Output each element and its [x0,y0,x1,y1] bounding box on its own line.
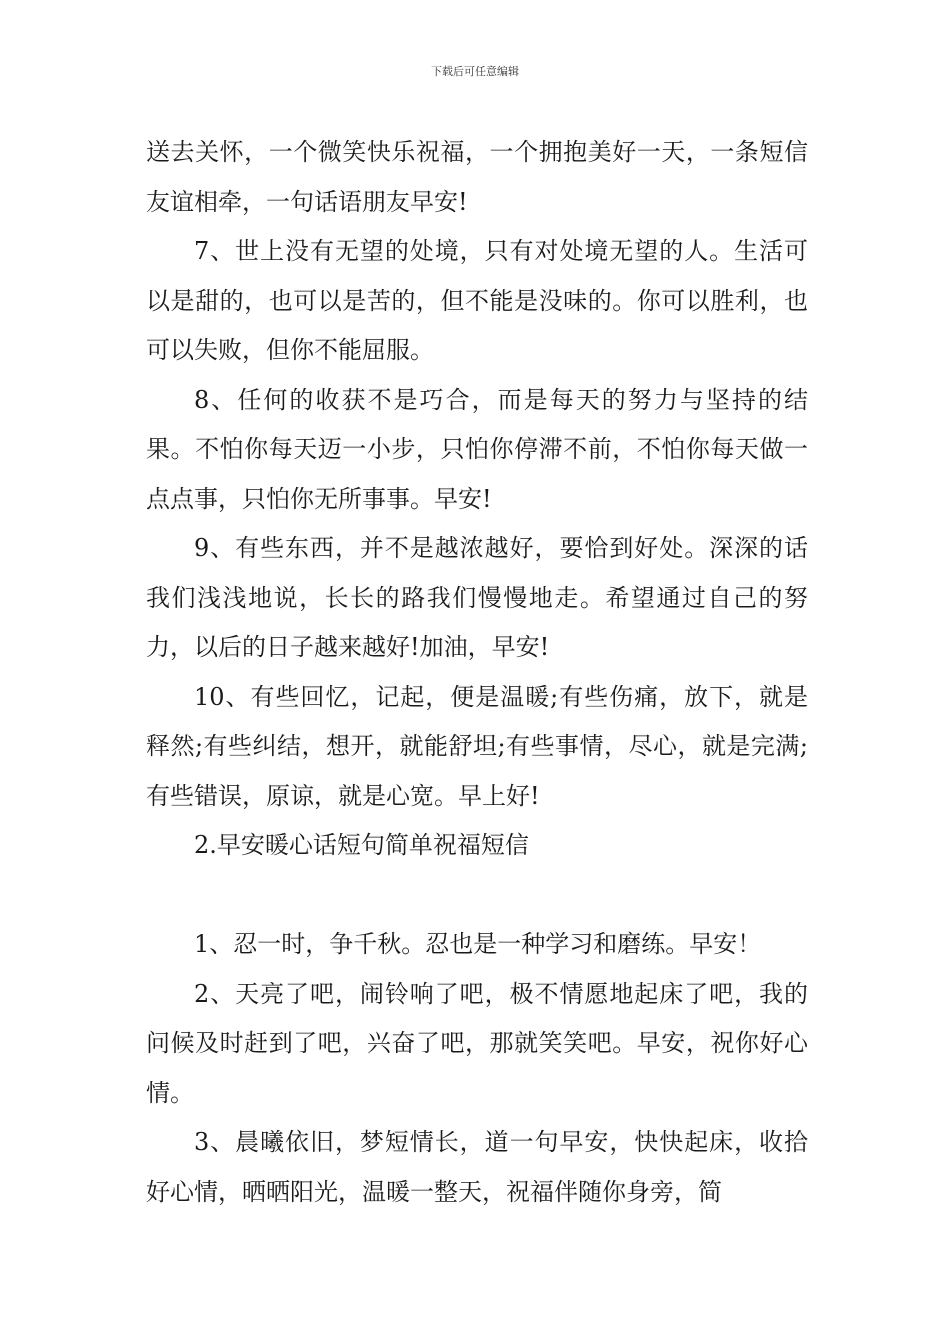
paragraph-item-2: 2、天亮了吧，闹铃响了吧，极不情愿地起床了吧，我的问候及时赶到了吧，兴奋了吧，那就笑笑吧。早安，祝你好心情。 [146,979,808,1107]
paragraph-item-1: 1、忍一时，争千秋。忍也是一种学习和磨练。早安！ [194,930,762,958]
paragraph-item-10: 10、有些回忆，记起，便是温暖;有些伤痛，放下，就是释然;有些纠结，想开，就能舒坦;有些事情，尽心，就是完满;有些错误，原谅，就是心宽。早上好! [146,682,808,810]
page-header-note: 下载后可任意编辑 [431,65,519,78]
paragraph-item-7: 7、世上没有无望的处境，只有对处境无望的人。生活可以是甜的，也可以是苦的，但不能是没味的。你可以胜利，也可以失败，但你不能屈服。 [146,237,808,364]
paragraph-item-9: 9、有些东西，并不是越浓越好，要恰到好处。深深的话我们浅浅地说，长长的路我们慢慢地走。希望通过自己的努力，以后的日子越来越好!加油，早安! [146,534,808,661]
section-spacer [146,871,808,921]
paragraph-item-8: 8、任何的收获不是巧合，而是每天的努力与坚持的结果。不怕你每天迈一小步，只怕你停滞不前，不怕你每天做一点点事，只怕你无所事事。早安! [146,385,808,513]
document-body [146,128,808,1217]
paragraph-item-3: 3、晨曦依旧，梦短情长，道一句早安，快快起床，收拾好心情，晒晒阳光，温暖一整天，祝福伴随你身旁，简 [146,1128,808,1206]
paragraph-continued: 送去关怀，一个微笑快乐祝福，一个拥抱美好一天，一条短信友谊相牵，一句话语朋友早安! [146,138,808,216]
section-heading: 2.早安暖心话短句简单祝福短信 [194,831,529,859]
